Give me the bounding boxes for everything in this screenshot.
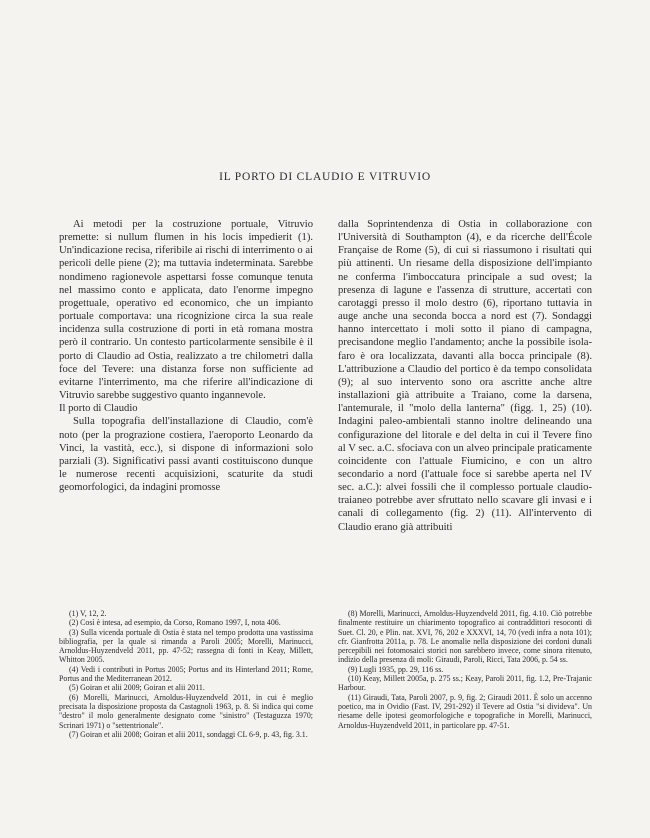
footnote: (9) Lugli 1935, pp. 29, 116 ss. xyxy=(348,664,444,674)
footnote: (8) Morelli, Marinucci, Arnoldus-Huyzendveld 2011, fig. 4.10. Ciò potrebbe finalmente restituire un chiarimento topografico ai contraddittori resoconti di Suet. Cl. 20, e Plin. nat. XVI, 76, 202 e XXXVI, 14, 70 (vedi infra a nota 101); cfr. Gianfrotta 2011a, p. 78. Le anomalie nella disposizione dei cordoni dunali percepibili nei fotomosaici storici non sarebbero invece, come sinora ritenuto, indizio della presenza di moli: Giraudi, Paroli, Ricci, Tata 2006, p. 54 ss. xyxy=(338,609,592,665)
intro-paragraph: Ai metodi per la costruzione portuale, Vitruvio premette: si nullum flumen in his locis impedierit (1). Un'indicazione recisa, riferibile ai rischi di interrimento o ai pericoli delle piene (2); ma tuttavia indeterminata. Sarebbe nondimeno ragionevole aspettarsi fosse comunque tenuta nel massimo conto e applicata, dato l'enorme impegno progettuale, operativo ed economico, che un impianto portuale comportava: una ricognizione circa la sua reale incidenza sulla costruzione di porti in età romana mostra però il contrario. Un contesto particolarmente sensibile è il porto di Claudio ad Ostia, realizzato a tre chilometri dalla foce del Tevere: una distanza forse non sufficiente ad evitarne l'interrimento, ma che riferire all'indicazione di Vitruvio sarebbe suggestivo quanto ingannevole. xyxy=(59,219,314,402)
footnote: (2) Così è intesa, ad esempio, da Corso, Romano 1997, I, nota 406. xyxy=(69,618,281,628)
footnote: (11) Giraudi, Tata, Paroli 2007, p. 9, fig. 2; Giraudi 2011. È solo un accenno poetico, ma in Ovidio (Fast. IV, 291-292) il Tevere ad Ostia "si divideva". Un riesame delle ipotesi geomorfologiche e topografiche in Morelli, Marinucci, Arnoldus-Huyzendveld 2011, in particolare pp. 47-51. xyxy=(338,692,592,730)
continued-paragraph: dalla Soprintendenza di Ostia in collaborazione con l'Università di Southampton (4), e da ricerche dell'École Française de Rome (5), di cui si riassumono i risultati qui più attinenti. Un riesame della disposizione dell'impianto ne conferma l'imboccatura principale a sud ovest; la presenza di lagune e l'assenza di strutture, accertati con carotaggi presso il molo destro (6), riportano tuttavia in auge anche una seconda bocca a nord est (7). Sondaggi hanno intercettato i moli sotto il piano di campagna, precisandone meglio l'andamento; anche la possibile isola-faro è ora localizzata, davanti alla bocca principale (8). L'attribuzione a Claudio del portico è da tempo consolidata (9); al suo intervento sono ora ascritte anche altre installazioni già attribuite a Traiano, come la darsena, l'antemurale, il "molo della lanterna" (figg. 1, 25) (10). Indagini paleo-ambientali stanno inoltre delineando una configurazione del litorale e del delta in cui il Tevere fino al V sec. a.C. sfociava con un alveo principale praticamente coincidente con l'attuale Fiumicino, e con un altro secondario a nord (l'attuale foce si sarebbe aperta nel IV sec. a.C.): alvei fossili che il complesso portuale claudio-traianeo potrebbe aver sfruttato nello scavare gli invasi e i canali di collegamento (fig. 2) (11). All'intervento di Claudio erano già attribuiti xyxy=(338,219,592,533)
footnote: (6) Morelli, Marinucci, Arnoldus-Huyzendveld 2011, in cui è meglio precisata la disposizione proposta da Castagnoli 1963, p. 8. Si indica qui come "destro" il molo generalmente designato come "sinistro" (Testaguzza 1970; Scrinari 1971) o "settentrionale". xyxy=(59,692,313,730)
footnotes-right xyxy=(338,609,592,730)
section-paragraph: Sulla topografia dell'installazione di Claudio, com'è noto (per la prograzione costiera, l'aeroporto Leonardo da Vinci, la vastità, ecc.), si dispone di informazioni solo parziali (3). Significativi passi avanti costituiscono dunque le numerose recenti acquisizioni, scaturite da studi geomorfologici, da indagini promosse xyxy=(59,416,313,494)
footnote: (1) V, 12, 2. xyxy=(69,609,107,618)
footnote: (4) Vedi i contributi in Portus 2005; Portus and its Hinterland 2011; Rome, Portus and the Mediterranean 2012. xyxy=(59,664,313,684)
right-column xyxy=(338,218,592,534)
footnote: (7) Goiran et alii 2008; Goiran et alii 2011, sondaggi CL 6-9, p. 43, fig. 3.1. xyxy=(69,729,308,739)
footnote: (3) Sulla vicenda portuale di Ostia è stata nel tempo prodotta una vastissima bibliografia, per la quale si rimanda a Paroli 2005; Morelli, Marinucci, Arnoldus-Huyzendveld 2011, pp. 47-52; rassegna di fonti in Keay, Millett, Whitton 2005. xyxy=(59,627,313,665)
footnote: (10) Keay, Millett 2005a, p. 275 ss.; Keay, Paroli 2011, fig. 1.2, Pre-Trajanic Harbour. xyxy=(338,674,592,693)
section-heading: Il porto di Claudio xyxy=(59,403,138,415)
page-title: IL PORTO DI CLAUDIO E VITRUVIO xyxy=(219,171,431,183)
footnote: (5) Goiran et alii 2009; Goiran et alii 2011. xyxy=(69,683,205,693)
left-column xyxy=(59,218,313,494)
footnotes-left xyxy=(59,609,313,739)
